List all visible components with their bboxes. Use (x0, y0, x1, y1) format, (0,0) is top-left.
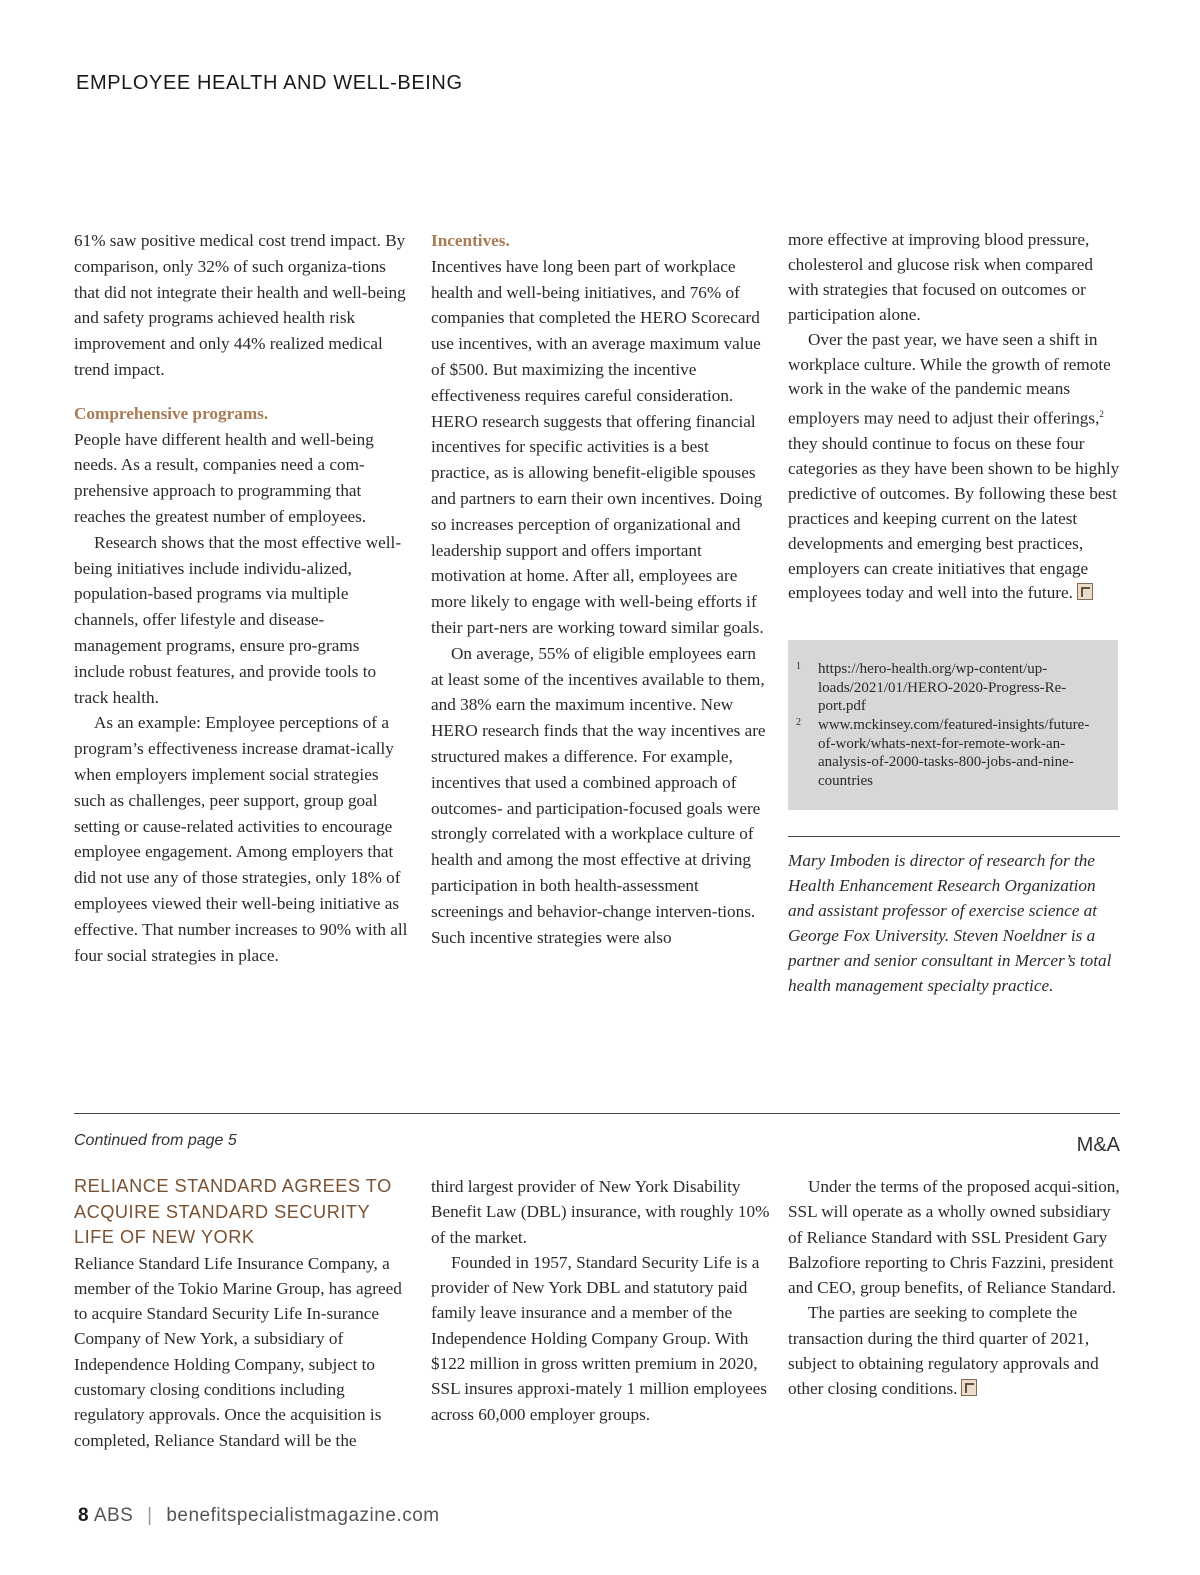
footnote-ref: 2 (1099, 409, 1104, 420)
footnote-text: https://hero-health.org/wp-content/up-loads/2021/01/HERO-2020-Progress-Re-port.pdf (818, 661, 1067, 714)
article-column-3 (788, 228, 1124, 606)
footnote-number: 1 (796, 661, 801, 672)
paragraph: Under the terms of the proposed acqui-sition, SSL will operate as a wholly owned subsidiary of Reliance Standard with SSL President Gary Balzofiore reporting to Chris Fazzini, president and CEO, group benefits, of Reliance Standard. (788, 1177, 1120, 1298)
section-label: M&A (1076, 1134, 1120, 1156)
paragraph: third largest provider of New York Disability Benefit Law (DBL) insurance, with roughly 10% of the market. (431, 1177, 770, 1247)
news-column-1 (74, 1174, 414, 1453)
subhead-incentives: Incentives. (431, 231, 510, 250)
article-column-1 (74, 228, 410, 968)
paragraph: more effective at improving blood pressure, cholesterol and glucose risk when compared with strategies that focused on outcomes or participation alone. (788, 230, 1093, 324)
section-divider (74, 1113, 1120, 1114)
news-headline: RELIANCE STANDARD AGREES TO ACQUIRE STANDARD SECURITY LIFE OF NEW YORK (74, 1176, 392, 1247)
footnote-text: www.mckinsey.com/featured-insights/future-of-work/whats-next-for-remote-work-an-analysis-of-2000-tasks-800-jobs-and-nine-countries (818, 717, 1090, 789)
author-bio: Mary Imboden is director of research for the Health Enhancement Research Organization and assistant professor of exercise science at George Fox University. Steven Noeldner is a partner and senior consultant in Mercer’s total health management specialty practice. (788, 851, 1112, 995)
footnote-2 (796, 716, 1103, 790)
paragraph: Research shows that the most effective well-being initiatives include individu-alized, population-based programs via multiple channels, offer lifestyle and disease-management programs, ensure pro-grams include robust features, and provide tools to track health. (74, 532, 402, 707)
paragraph: As an example: Employee perceptions of a program’s effectiveness increase dramat-ically when employers implement social strategies such as challenges, peer support, group goal setting or cause-related activities to encourage employee engagement. Among employers that did not use any of those strategies, only 18% of employees viewed their well-being initiative as effective. That number increases to 90% with all four social strategies in place. (74, 713, 408, 965)
section-header: EMPLOYEE HEALTH AND WELL-BEING (76, 72, 463, 94)
continued-note: Continued from page 5 (74, 1132, 237, 1149)
paragraph: Founded in 1957, Standard Security Life is a provider of New York DBL and statutory paid family leave insurance and a member of the Independence Holding Company Group. With $122 million in gross written premium in 2020, SSL insures approxi-mately 1 million employees across 60,000 employer groups. (431, 1252, 767, 1424)
publication-name: ABS (93, 1505, 134, 1526)
end-of-article-icon (961, 1379, 977, 1396)
page-number: 8 (78, 1505, 90, 1526)
paragraph: Incentives have long been part of workplace health and well-being initiatives, and 76% of companies that completed the HERO Scorecard use incentives, with an average maximum value of $500. But maximizing the incentive effectiveness requires careful consideration. HERO research suggests that offering financial incentives for specific activities is a best practice, as is allowing benefit-eligible spouses and partners to earn their own incentives. Doing so increases perception of organizational and leadership support and offers important motivation at home. After all, employees are more likely to engage with well-being efforts if their part-ners are working toward similar goals. (431, 256, 764, 637)
paragraph: Over the past year, we have seen a shift in workplace culture. While the growth of remote work in the wake of the pandemic means employers may need to adjust their offerings,$^2$ they should continue to focus on these four categories as they have been shown to be highly predictive of outcomes. By following these best practices and keeping current on the latest developments and emerging best practices, employers can create initiatives that engage employees today and well into the future. (788, 329, 1120, 603)
page-footer (78, 1505, 440, 1527)
footer-separator: | (147, 1505, 153, 1526)
paragraph: Reliance Standard Life Insurance Company, a member of the Tokio Marine Group, has agreed to acquire Standard Security Life In-surance Company of New York, a subsidiary of Independence Holding Company, subject to customary closing conditions including regulatory approvals. Once the acquisition is completed, Reliance Standard will be the (74, 1253, 402, 1450)
footnotes-box (788, 640, 1118, 810)
end-of-article-icon (1077, 583, 1093, 600)
footnote-1 (796, 660, 1103, 716)
paragraph: The parties are seeking to complete the transaction during the third quarter of 2021, subject to obtaining regulatory approvals and other closing conditions. (788, 1303, 1099, 1399)
subhead-comprehensive-programs: Comprehensive programs. (74, 403, 269, 423)
news-column-2 (431, 1174, 771, 1427)
footnote-number: 2 (796, 717, 801, 728)
bio-divider (788, 836, 1120, 837)
paragraph: On average, 55% of eligible employees earn at least some of the incentives available to them, and 38% earn the maximum incentive. New HERO research finds that the way incentives are structured makes a difference. For example, incentives that used a combined approach of outcomes- and participation-focused goals were strongly correlated with a workplace culture of health and among the most effective at driving participation in both health-assessment screenings and behavior-change interven-tions. Such incentive strategies were also (431, 643, 766, 947)
news-column-3 (788, 1174, 1128, 1402)
paragraph: 61% saw positive medical cost trend impact. By comparison, only 32% of such organiza-tions that did not integrate their health and well-being and safety programs achieved health risk improvement and only 44% realized medical trend impact. (74, 231, 406, 379)
website-link[interactable]: benefitspecialistmagazine.com (166, 1505, 440, 1526)
article-column-2 (431, 228, 767, 950)
paragraph: People have different health and well-being needs. As a result, companies need a com-prehensive approach to programming that reaches the greatest number of employees. (74, 429, 374, 526)
